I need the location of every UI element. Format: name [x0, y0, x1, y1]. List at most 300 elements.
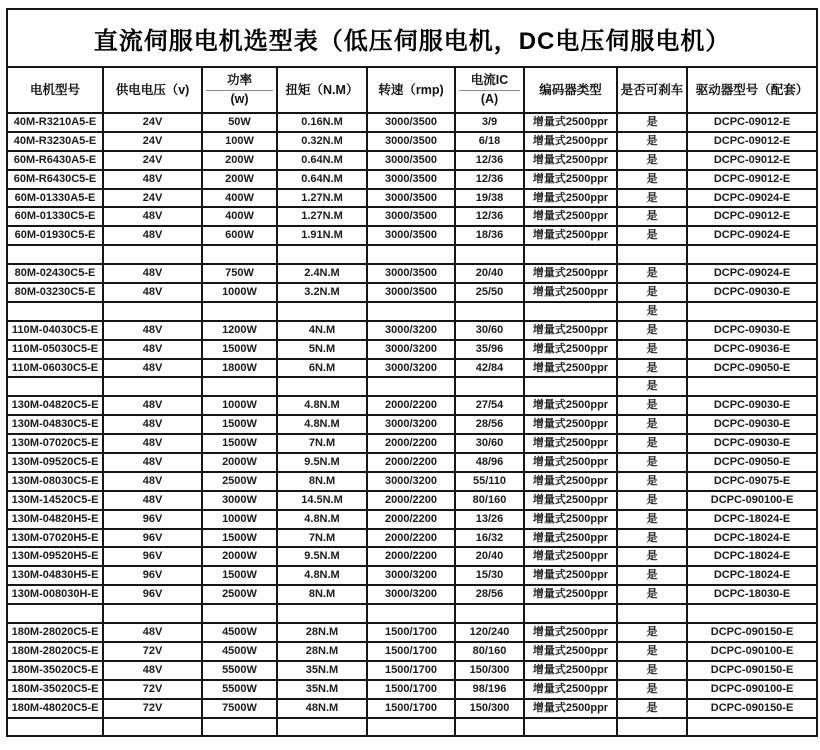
cell-speed: 3000/3200 — [367, 472, 455, 491]
header-driver-model — [687, 67, 817, 113]
cell-brake: 是 — [617, 585, 687, 604]
table-row — [7, 283, 817, 302]
cell-motor-model — [7, 377, 103, 396]
cell-torque — [277, 245, 367, 264]
cell-power: 1500W — [202, 566, 277, 585]
cell-torque: 0.16N.M — [277, 113, 367, 132]
cell-brake: 是 — [617, 151, 687, 170]
cell-brake: 是 — [617, 472, 687, 491]
cell-driver-model: DCPC-09030-E — [687, 283, 817, 302]
cell-speed: 2000/2200 — [367, 491, 455, 510]
cell-driver-model: DCPC-09024-E — [687, 226, 817, 245]
cell-encoder-type: 增量式2500ppr — [524, 264, 617, 283]
cell-driver-model: DCPC-09030-E — [687, 415, 817, 434]
cell-motor-model: 40M-R3230A5-E — [7, 132, 103, 151]
cell-supply-voltage: 48V — [103, 226, 202, 245]
cell-current: 20/40 — [455, 547, 524, 566]
table-row — [7, 189, 817, 208]
cell-encoder-type: 增量式2500ppr — [524, 566, 617, 585]
cell-torque: 4.8N.M — [277, 415, 367, 434]
cell-encoder-type: 增量式2500ppr — [524, 472, 617, 491]
cell-power: 3000W — [202, 491, 277, 510]
cell-driver-model: DCPC-09012-E — [687, 170, 817, 189]
cell-encoder-type: 增量式2500ppr — [524, 491, 617, 510]
header-motor-model — [7, 67, 103, 113]
cell-current — [455, 718, 524, 737]
cell-power: 2000W — [202, 453, 277, 472]
cell-supply-voltage — [103, 604, 202, 623]
cell-motor-model: 130M-07020H5-E — [7, 529, 103, 548]
separator-row — [7, 245, 817, 264]
cell-motor-model: 110M-05030C5-E — [7, 340, 103, 359]
cell-encoder-type — [524, 718, 617, 737]
cell-current: 18/36 — [455, 226, 524, 245]
cell-supply-voltage: 96V — [103, 566, 202, 585]
cell-driver-model: DCPC-18024-E — [687, 547, 817, 566]
cell-current: 3/9 — [455, 113, 524, 132]
cell-brake: 是 — [617, 283, 687, 302]
cell-driver-model — [687, 245, 817, 264]
cell-torque: 1.27N.M — [277, 189, 367, 208]
cell-encoder-type: 增量式2500ppr — [524, 113, 617, 132]
cell-current: 15/30 — [455, 566, 524, 585]
cell-supply-voltage: 48V — [103, 661, 202, 680]
cell-motor-model: 40M-R3210A5-E — [7, 113, 103, 132]
cell-current: 30/60 — [455, 321, 524, 340]
cell-motor-model: 130M-08030C5-E — [7, 472, 103, 491]
cell-power: 600W — [202, 226, 277, 245]
cell-torque: 4.8N.M — [277, 510, 367, 529]
table-row — [7, 566, 817, 585]
cell-current: 30/60 — [455, 434, 524, 453]
cell-brake: 是 — [617, 642, 687, 661]
cell-speed: 2000/2200 — [367, 510, 455, 529]
cell-torque: 0.64N.M — [277, 151, 367, 170]
table-row — [7, 453, 817, 472]
cell-speed: 3000/3500 — [367, 132, 455, 151]
cell-power: 7500W — [202, 699, 277, 718]
cell-supply-voltage — [103, 377, 202, 396]
cell-current: 80/160 — [455, 491, 524, 510]
motor-selection-table — [6, 8, 818, 737]
table-header-row — [7, 67, 817, 113]
cell-driver-model: DCPC-18024-E — [687, 510, 817, 529]
cell-power: 1500W — [202, 415, 277, 434]
cell-brake: 是 — [617, 396, 687, 415]
cell-driver-model: DCPC-18024-E — [687, 529, 817, 548]
cell-supply-voltage — [103, 302, 202, 321]
cell-current: 42/84 — [455, 359, 524, 378]
cell-current: 98/196 — [455, 680, 524, 699]
cell-motor-model: 180M-35020C5-E — [7, 680, 103, 699]
cell-current: 12/36 — [455, 151, 524, 170]
cell-supply-voltage: 48V — [103, 283, 202, 302]
cell-encoder-type: 增量式2500ppr — [524, 547, 617, 566]
cell-driver-model: DCPC-09075-E — [687, 472, 817, 491]
cell-brake: 是 — [617, 340, 687, 359]
title-row — [7, 9, 817, 67]
cell-motor-model: 60M-R6430A5-E — [7, 151, 103, 170]
cell-driver-model: DCPC-090100-E — [687, 491, 817, 510]
cell-motor-model — [7, 604, 103, 623]
cell-torque: 28N.M — [277, 642, 367, 661]
cell-encoder-type: 增量式2500ppr — [524, 453, 617, 472]
cell-torque: 8N.M — [277, 585, 367, 604]
cell-motor-model — [7, 245, 103, 264]
cell-encoder-type: 增量式2500ppr — [524, 226, 617, 245]
cell-motor-model — [7, 718, 103, 737]
cell-driver-model — [687, 377, 817, 396]
cell-encoder-type: 增量式2500ppr — [524, 661, 617, 680]
cell-speed: 2000/2200 — [367, 453, 455, 472]
header-label: 电流IC — [459, 72, 520, 91]
cell-motor-model: 180M-28020C5-E — [7, 642, 103, 661]
cell-motor-model: 130M-14520C5-E — [7, 491, 103, 510]
table-row — [7, 359, 817, 378]
table-row — [7, 264, 817, 283]
cell-torque — [277, 377, 367, 396]
cell-torque: 9.5N.M — [277, 547, 367, 566]
cell-speed: 2000/2200 — [367, 396, 455, 415]
cell-encoder-type: 增量式2500ppr — [524, 170, 617, 189]
cell-supply-voltage: 48V — [103, 415, 202, 434]
cell-encoder-type: 增量式2500ppr — [524, 321, 617, 340]
cell-power: 1000W — [202, 510, 277, 529]
cell-encoder-type: 增量式2500ppr — [524, 359, 617, 378]
separator-row — [7, 718, 817, 737]
cell-power: 400W — [202, 189, 277, 208]
cell-brake: 是 — [617, 415, 687, 434]
cell-supply-voltage: 96V — [103, 529, 202, 548]
cell-motor-model: 110M-04030C5-E — [7, 321, 103, 340]
cell-encoder-type: 增量式2500ppr — [524, 207, 617, 226]
cell-supply-voltage: 48V — [103, 491, 202, 510]
cell-driver-model: DCPC-090150-E — [687, 661, 817, 680]
cell-speed: 3000/3500 — [367, 189, 455, 208]
cell-power: 1500W — [202, 529, 277, 548]
cell-speed: 3000/3200 — [367, 359, 455, 378]
cell-speed — [367, 245, 455, 264]
cell-brake: 是 — [617, 132, 687, 151]
cell-brake: 是 — [617, 566, 687, 585]
cell-driver-model: DCPC-09012-E — [687, 207, 817, 226]
table-row — [7, 680, 817, 699]
cell-torque: 1.91N.M — [277, 226, 367, 245]
cell-power: 1500W — [202, 434, 277, 453]
header-encoder-type — [524, 67, 617, 113]
table-row — [7, 207, 817, 226]
cell-current: 19/38 — [455, 189, 524, 208]
cell-current: 120/240 — [455, 623, 524, 642]
cell-supply-voltage: 72V — [103, 642, 202, 661]
cell-brake: 是 — [617, 510, 687, 529]
cell-motor-model: 60M-01930C5-E — [7, 226, 103, 245]
cell-power — [202, 718, 277, 737]
cell-supply-voltage: 24V — [103, 151, 202, 170]
cell-encoder-type — [524, 377, 617, 396]
cell-motor-model — [7, 302, 103, 321]
cell-torque: 7N.M — [277, 529, 367, 548]
cell-power: 1800W — [202, 359, 277, 378]
cell-encoder-type — [524, 245, 617, 264]
cell-power: 200W — [202, 151, 277, 170]
cell-encoder-type: 增量式2500ppr — [524, 132, 617, 151]
cell-supply-voltage: 48V — [103, 623, 202, 642]
table-row — [7, 170, 817, 189]
header-label: 是否可刹车 — [620, 82, 684, 97]
cell-driver-model: DCPC-09012-E — [687, 113, 817, 132]
cell-power — [202, 302, 277, 321]
cell-brake: 是 — [617, 529, 687, 548]
cell-brake: 是 — [617, 453, 687, 472]
cell-power: 750W — [202, 264, 277, 283]
cell-speed: 3000/3500 — [367, 170, 455, 189]
cell-motor-model: 80M-03230C5-E — [7, 283, 103, 302]
cell-power — [202, 604, 277, 623]
cell-encoder-type: 增量式2500ppr — [524, 585, 617, 604]
cell-encoder-type: 增量式2500ppr — [524, 642, 617, 661]
cell-speed: 1500/1700 — [367, 699, 455, 718]
cell-supply-voltage: 48V — [103, 434, 202, 453]
cell-current: 28/56 — [455, 585, 524, 604]
cell-power: 4500W — [202, 623, 277, 642]
cell-supply-voltage: 24V — [103, 132, 202, 151]
cell-driver-model — [687, 302, 817, 321]
cell-encoder-type: 增量式2500ppr — [524, 680, 617, 699]
table-row — [7, 113, 817, 132]
cell-torque: 8N.M — [277, 472, 367, 491]
cell-driver-model: DCPC-09050-E — [687, 453, 817, 472]
cell-speed: 3000/3500 — [367, 283, 455, 302]
cell-motor-model: 130M-04830C5-E — [7, 415, 103, 434]
cell-supply-voltage: 48V — [103, 264, 202, 283]
cell-encoder-type: 增量式2500ppr — [524, 340, 617, 359]
cell-torque: 48N.M — [277, 699, 367, 718]
cell-supply-voltage: 96V — [103, 585, 202, 604]
table-row — [7, 396, 817, 415]
cell-brake: 是 — [617, 264, 687, 283]
table-row — [7, 661, 817, 680]
cell-brake: 是 — [617, 359, 687, 378]
cell-supply-voltage: 48V — [103, 340, 202, 359]
cell-motor-model: 180M-35020C5-E — [7, 661, 103, 680]
cell-supply-voltage: 48V — [103, 207, 202, 226]
cell-motor-model: 130M-09520H5-E — [7, 547, 103, 566]
cell-power: 4500W — [202, 642, 277, 661]
cell-speed: 1500/1700 — [367, 623, 455, 642]
cell-brake: 是 — [617, 680, 687, 699]
cell-motor-model: 130M-04830H5-E — [7, 566, 103, 585]
table-body — [7, 113, 817, 736]
cell-driver-model: DCPC-09030-E — [687, 434, 817, 453]
cell-motor-model: 180M-28020C5-E — [7, 623, 103, 642]
cell-speed: 2000/2200 — [367, 529, 455, 548]
cell-current — [455, 245, 524, 264]
cell-torque: 2.4N.M — [277, 264, 367, 283]
cell-motor-model: 60M-R6430C5-E — [7, 170, 103, 189]
cell-speed: 3000/3200 — [367, 566, 455, 585]
header-power — [202, 67, 277, 113]
header-brake — [617, 67, 687, 113]
table-row — [7, 623, 817, 642]
cell-torque: 1.27N.M — [277, 207, 367, 226]
cell-current: 25/50 — [455, 283, 524, 302]
table-row — [7, 340, 817, 359]
cell-current: 80/160 — [455, 642, 524, 661]
table-row — [7, 491, 817, 510]
cell-supply-voltage: 48V — [103, 472, 202, 491]
cell-supply-voltage: 96V — [103, 510, 202, 529]
cell-speed: 3000/3200 — [367, 415, 455, 434]
cell-brake: 是 — [617, 321, 687, 340]
cell-motor-model: 60M-01330C5-E — [7, 207, 103, 226]
cell-supply-voltage: 24V — [103, 113, 202, 132]
cell-driver-model: DCPC-18030-E — [687, 585, 817, 604]
cell-motor-model: 60M-01330A5-E — [7, 189, 103, 208]
cell-torque: 14.5N.M — [277, 491, 367, 510]
cell-speed — [367, 604, 455, 623]
cell-driver-model: DCPC-090150-E — [687, 623, 817, 642]
cell-brake: 是 — [617, 661, 687, 680]
cell-encoder-type: 增量式2500ppr — [524, 510, 617, 529]
separator-row — [7, 604, 817, 623]
cell-power: 5500W — [202, 680, 277, 699]
table-row — [7, 226, 817, 245]
cell-motor-model: 110M-06030C5-E — [7, 359, 103, 378]
header-torque — [277, 67, 367, 113]
cell-encoder-type: 增量式2500ppr — [524, 151, 617, 170]
cell-current: 20/40 — [455, 264, 524, 283]
table-row — [7, 510, 817, 529]
table-row — [7, 151, 817, 170]
cell-driver-model: DCPC-090150-E — [687, 699, 817, 718]
cell-brake: 是 — [617, 113, 687, 132]
cell-speed: 1500/1700 — [367, 661, 455, 680]
cell-supply-voltage: 24V — [103, 189, 202, 208]
cell-torque: 4N.M — [277, 321, 367, 340]
cell-power: 1500W — [202, 340, 277, 359]
cell-speed: 3000/3200 — [367, 585, 455, 604]
cell-speed — [367, 302, 455, 321]
cell-speed: 3000/3200 — [367, 321, 455, 340]
cell-speed: 3000/3500 — [367, 113, 455, 132]
cell-motor-model: 80M-02430C5-E — [7, 264, 103, 283]
cell-power: 2000W — [202, 547, 277, 566]
cell-current: 12/36 — [455, 170, 524, 189]
cell-encoder-type: 增量式2500ppr — [524, 434, 617, 453]
cell-power: 1000W — [202, 396, 277, 415]
cell-brake — [617, 245, 687, 264]
header-label-unit: (A) — [480, 92, 499, 106]
cell-power: 2500W — [202, 585, 277, 604]
cell-speed: 3000/3500 — [367, 264, 455, 283]
cell-encoder-type: 增量式2500ppr — [524, 529, 617, 548]
cell-torque: 4.8N.M — [277, 566, 367, 585]
cell-driver-model: DCPC-09024-E — [687, 264, 817, 283]
cell-brake: 是 — [617, 226, 687, 245]
header-label-unit: (w) — [230, 92, 249, 106]
cell-current: 150/300 — [455, 661, 524, 680]
cell-brake: 是 — [617, 547, 687, 566]
table-row — [7, 585, 817, 604]
cell-torque: 9.5N.M — [277, 453, 367, 472]
table-row — [7, 321, 817, 340]
cell-current: 13/26 — [455, 510, 524, 529]
cell-driver-model: DCPC-090100-E — [687, 642, 817, 661]
table-row — [7, 472, 817, 491]
cell-torque — [277, 302, 367, 321]
cell-encoder-type: 增量式2500ppr — [524, 283, 617, 302]
cell-power: 1000W — [202, 283, 277, 302]
cell-current — [455, 604, 524, 623]
cell-power — [202, 377, 277, 396]
cell-supply-voltage: 96V — [103, 547, 202, 566]
cell-supply-voltage: 48V — [103, 170, 202, 189]
cell-power: 1200W — [202, 321, 277, 340]
cell-brake — [617, 718, 687, 737]
header-label: 功率 — [206, 72, 273, 91]
cell-current: 48/96 — [455, 453, 524, 472]
cell-speed: 3000/3500 — [367, 207, 455, 226]
cell-brake — [617, 604, 687, 623]
cell-power: 400W — [202, 207, 277, 226]
table-row — [7, 132, 817, 151]
table-row — [7, 434, 817, 453]
cell-torque: 0.32N.M — [277, 132, 367, 151]
cell-supply-voltage: 72V — [103, 699, 202, 718]
cell-driver-model: DCPC-18024-E — [687, 566, 817, 585]
header-label: 驱动器型号（配套） — [695, 82, 809, 97]
cell-power: 100W — [202, 132, 277, 151]
cell-encoder-type: 增量式2500ppr — [524, 189, 617, 208]
cell-motor-model: 130M-04820C5-E — [7, 396, 103, 415]
cell-torque: 3.2N.M — [277, 283, 367, 302]
cell-power: 50W — [202, 113, 277, 132]
cell-supply-voltage: 48V — [103, 359, 202, 378]
cell-current: 27/54 — [455, 396, 524, 415]
cell-torque: 7N.M — [277, 434, 367, 453]
cell-current: 6/18 — [455, 132, 524, 151]
cell-brake: 是 — [617, 699, 687, 718]
header-supply-voltage — [103, 67, 202, 113]
cell-motor-model: 130M-008030H-E — [7, 585, 103, 604]
page-title: 直流伺服电机选型表（低压伺服电机，DC电压伺服电机） — [7, 9, 817, 67]
cell-torque: 6N.M — [277, 359, 367, 378]
cell-current: 12/36 — [455, 207, 524, 226]
cell-speed: 2000/2200 — [367, 434, 455, 453]
cell-brake: 是 — [617, 170, 687, 189]
cell-speed: 2000/2200 — [367, 547, 455, 566]
cell-current: 16/32 — [455, 529, 524, 548]
cell-encoder-type: 增量式2500ppr — [524, 623, 617, 642]
cell-brake: 是 — [617, 623, 687, 642]
cell-torque: 35N.M — [277, 680, 367, 699]
cell-speed: 3000/3500 — [367, 151, 455, 170]
cell-current: 55/110 — [455, 472, 524, 491]
table-row — [7, 547, 817, 566]
cell-current: 28/56 — [455, 415, 524, 434]
cell-torque — [277, 718, 367, 737]
cell-motor-model: 130M-07020C5-E — [7, 434, 103, 453]
cell-power: 2500W — [202, 472, 277, 491]
cell-motor-model: 130M-09520C5-E — [7, 453, 103, 472]
cell-torque: 5N.M — [277, 340, 367, 359]
cell-power: 200W — [202, 170, 277, 189]
table-row — [7, 415, 817, 434]
cell-supply-voltage: 48V — [103, 321, 202, 340]
cell-driver-model: DCPC-09036-E — [687, 340, 817, 359]
cell-motor-model: 130M-04820H5-E — [7, 510, 103, 529]
